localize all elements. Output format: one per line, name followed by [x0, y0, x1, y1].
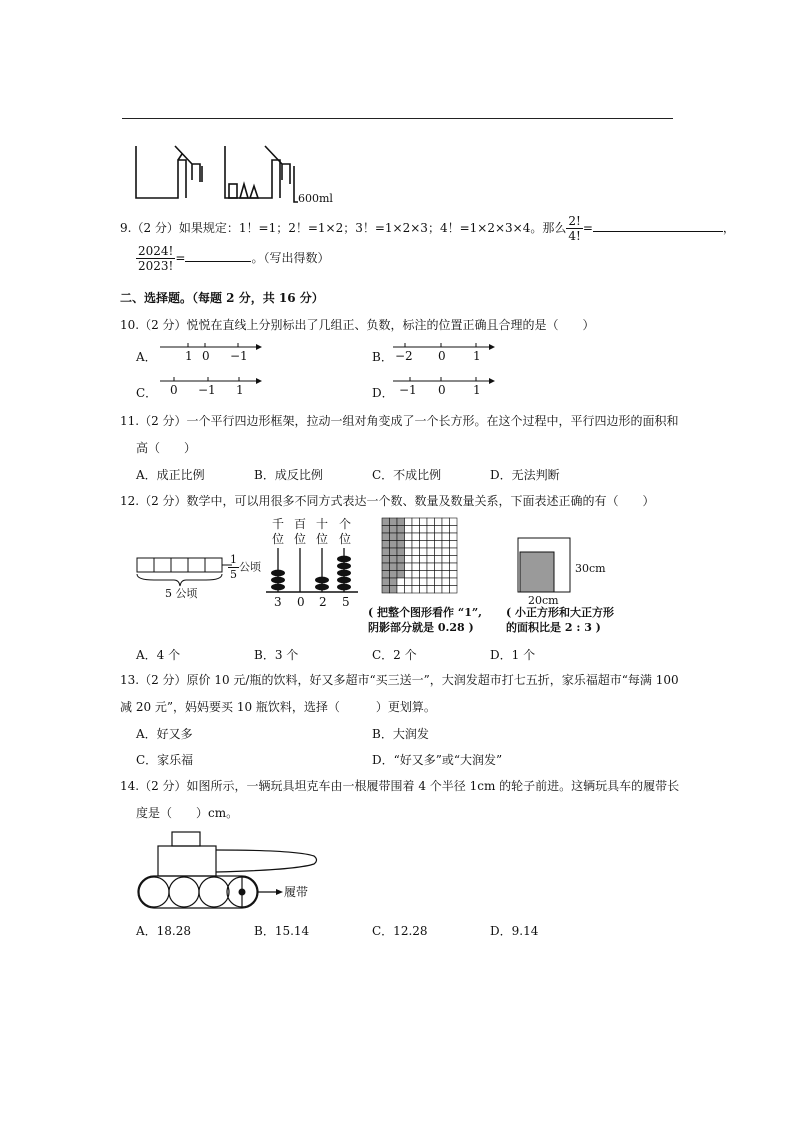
grid-cell	[427, 533, 435, 541]
grid-cell-shaded	[382, 556, 390, 564]
grid-cell-shaded	[390, 526, 398, 534]
grid-cell-shaded	[397, 571, 405, 579]
q14-option-c[interactable]: C．12.28	[372, 924, 428, 938]
q10-a-tick-2: 0	[202, 349, 210, 363]
q10-a-tick-3: −1	[230, 349, 248, 363]
grid-cell	[412, 518, 420, 526]
grid-cell	[450, 556, 458, 564]
grid-cell-shaded	[397, 563, 405, 571]
grid-cell	[412, 571, 420, 579]
q10-option-b-letter[interactable]: B．	[372, 350, 393, 364]
q12-fig1-fraction	[228, 553, 261, 582]
grid-cell	[412, 563, 420, 571]
q12-fig1-bottom: 5 公顷	[165, 587, 198, 600]
grid-cell	[427, 548, 435, 556]
q12-fig4-caption1: ( 小正方形和大正方形	[506, 606, 615, 619]
grid-cell	[412, 541, 420, 549]
abacus-digit-ones: 5	[342, 595, 350, 609]
q9-line2	[136, 244, 329, 273]
q10-option-c-numberline	[160, 374, 270, 398]
q11-option-c[interactable]: C．不成比例	[372, 468, 442, 482]
grid-cell	[420, 526, 428, 534]
grid-cell-shaded	[390, 518, 398, 526]
grid-cell	[427, 571, 435, 579]
q10-c-tick-3: 1	[236, 383, 244, 397]
abacus-bead	[271, 584, 285, 591]
grid-cell	[412, 556, 420, 564]
q12-option-c[interactable]: C．2 个	[372, 648, 417, 662]
fig4-width-label: 20cm	[528, 594, 559, 607]
grid-cell	[450, 586, 458, 594]
grid-cell	[412, 548, 420, 556]
small-square	[520, 552, 554, 592]
q12-fig1-frac-den: 5	[230, 568, 237, 581]
grid-cell	[427, 541, 435, 549]
track-label: 履带	[284, 885, 309, 899]
grid-cell-shaded	[390, 578, 398, 586]
grid-cell	[427, 563, 435, 571]
grid-cell	[412, 586, 420, 594]
q9-frac2-den: 2023!	[138, 259, 174, 273]
grid-cell	[450, 526, 458, 534]
grid-cell	[442, 548, 450, 556]
grid-cell-shaded	[382, 541, 390, 549]
q11-option-a[interactable]: A．成正比例	[136, 468, 205, 482]
grid-cell	[442, 541, 450, 549]
q10-option-a-numberline	[160, 340, 270, 364]
grid-cell-shaded	[390, 556, 398, 564]
abacus-bead	[315, 577, 329, 584]
grid-cell	[420, 518, 428, 526]
grid-cell	[450, 533, 458, 541]
q9-eq2: =	[175, 251, 186, 265]
q14-tank-figure	[136, 828, 336, 910]
grid-cell-shaded	[397, 556, 405, 564]
grid-cell	[427, 556, 435, 564]
q9-frac1	[566, 214, 582, 243]
q12-fig3-grid	[382, 518, 458, 594]
q12-fig2-abacus	[262, 516, 362, 610]
q10-option-c-letter[interactable]: C．	[136, 386, 158, 400]
q14-line2: 度是（ ）cm。	[136, 806, 239, 820]
grid-cell	[435, 548, 443, 556]
q12-option-b[interactable]: B．3 个	[254, 648, 299, 662]
grid-cell-shaded	[397, 526, 405, 534]
grid-cell	[420, 578, 428, 586]
q11-option-b[interactable]: B．成反比例	[254, 468, 323, 482]
abacus-bead	[337, 556, 351, 563]
grid-cell	[435, 518, 443, 526]
grid-cell-shaded	[382, 548, 390, 556]
grid-cell	[442, 556, 450, 564]
q14-line1: 14.（2 分）如图所示，一辆玩具坦克车由一根履带围着 4 个半径 1cm 的轮子前进。这辆玩具车的履带长	[120, 779, 680, 793]
grid-cell-shaded	[382, 578, 390, 586]
cups-figure	[130, 140, 370, 205]
grid-cell	[412, 533, 420, 541]
grid-cell	[420, 548, 428, 556]
q10-b-tick-1: −2	[395, 349, 413, 363]
grid-cell	[405, 548, 413, 556]
grid-cell	[420, 563, 428, 571]
grid-cell-shaded	[397, 518, 405, 526]
q10-d-tick-3: 1	[473, 383, 481, 397]
grid-cell	[435, 533, 443, 541]
abacus-header-thousands: 千	[272, 517, 285, 531]
q12-fig1-unit: 公顷	[239, 560, 261, 574]
abacus-bead	[271, 577, 285, 584]
grid-cell	[435, 586, 443, 594]
grid-cell	[397, 586, 405, 594]
grid-cell	[405, 586, 413, 594]
q13-option-c[interactable]: C．家乐福	[136, 753, 194, 767]
q9-answer-blank-2[interactable]	[185, 261, 251, 262]
grid-cell	[405, 563, 413, 571]
grid-cell	[435, 526, 443, 534]
grid-cell	[427, 586, 435, 594]
grid-cell	[427, 578, 435, 586]
q10-option-b-numberline	[393, 340, 503, 364]
q10-d-tick-1: −1	[399, 383, 417, 397]
q9-lead: 9.（2 分）如果规定：1！=1；2！=1×2；3！=1×2×3；4！=1×2×3×4。那么	[120, 221, 567, 235]
grid-cell	[442, 578, 450, 586]
grid-cell-shaded	[382, 533, 390, 541]
abacus-bead	[337, 563, 351, 570]
grid-cell-shaded	[382, 586, 390, 594]
grid-cell-shaded	[382, 571, 390, 579]
grid-cell	[450, 563, 458, 571]
q10-option-d-numberline	[393, 374, 503, 398]
grid-cell	[442, 526, 450, 534]
q12-fig4-caption2: 的面积比是 2 : 3 )	[506, 621, 601, 634]
grid-cell	[420, 556, 428, 564]
q10-c-tick-1: 0	[170, 383, 178, 397]
q10-a-tick-1: 1	[185, 349, 193, 363]
grid-cell-shaded	[390, 586, 398, 594]
grid-cell	[420, 541, 428, 549]
grid-cell-shaded	[382, 563, 390, 571]
abacus-bead	[271, 570, 285, 577]
q13-option-b[interactable]: B．大润发	[372, 727, 429, 741]
q12-fig1-frac-num: 1	[230, 553, 237, 566]
grid-cell	[435, 571, 443, 579]
grid-cell	[442, 533, 450, 541]
q10-option-d-letter[interactable]: D．	[372, 386, 394, 400]
q9-frac2-num: 2024!	[138, 244, 174, 258]
grid-cell-shaded	[390, 571, 398, 579]
q10-d-tick-2: 0	[438, 383, 446, 397]
grid-cell	[420, 571, 428, 579]
q10-b-tick-2: 0	[438, 349, 446, 363]
grid-cell	[405, 518, 413, 526]
grid-cell	[435, 563, 443, 571]
grid-cell-shaded	[382, 526, 390, 534]
grid-cell	[450, 541, 458, 549]
q10-b-tick-3: 1	[473, 349, 481, 363]
abacus-header2-tens: 位	[316, 532, 329, 546]
q9-frac1-den: 4!	[568, 229, 581, 243]
grid-cell-shaded	[382, 518, 390, 526]
q12-option-d[interactable]: D．1 个	[490, 648, 536, 662]
fig4-height-label: 30cm	[575, 562, 606, 575]
grid-cell-shaded	[390, 541, 398, 549]
grid-cell	[450, 571, 458, 579]
abacus-bead	[337, 570, 351, 577]
grid-cell	[405, 541, 413, 549]
q14-option-d[interactable]: D．9.14	[490, 924, 539, 938]
grid-cell-shaded	[390, 548, 398, 556]
grid-cell-shaded	[397, 533, 405, 541]
grid-cell-shaded	[390, 563, 398, 571]
header-rule	[122, 118, 673, 119]
grid-cell	[412, 578, 420, 586]
grid-cell	[420, 533, 428, 541]
q12-option-a[interactable]: A．4 个	[136, 648, 181, 662]
q9-frac1-num: 2!	[568, 214, 581, 228]
abacus-header2-thousands: 位	[272, 532, 285, 546]
q13-option-d[interactable]: D．“好又多”或“大润发”	[372, 753, 503, 767]
grid-cell	[435, 541, 443, 549]
grid-cell-shaded	[390, 533, 398, 541]
abacus-bead	[337, 584, 351, 591]
q9-answer-blank-1[interactable]	[593, 231, 723, 232]
grid-cell-shaded	[397, 541, 405, 549]
q11-option-d[interactable]: D．无法判断	[490, 468, 560, 482]
q10-c-tick-2: −1	[198, 383, 216, 397]
q14-option-b[interactable]: B．15.14	[254, 924, 310, 938]
q13-line1: 13.（2 分）原价 10 元/瓶的饮料，好又多超市“买三送一”，大润发超市打七五折，家乐福超市“每满 100	[120, 673, 679, 687]
grid-cell	[435, 578, 443, 586]
abacus-header-ones: 个	[339, 517, 352, 531]
q12-fig4-squares	[514, 536, 614, 606]
abacus-bead	[315, 584, 329, 591]
q9-tail: 。（写出得数）	[251, 251, 330, 265]
q9-frac2	[136, 244, 175, 273]
grid-cell	[405, 556, 413, 564]
grid-cell	[450, 518, 458, 526]
abacus-digit-hundreds: 0	[297, 595, 305, 609]
q10-option-a-letter[interactable]: A．	[136, 350, 157, 364]
grid-cell	[442, 563, 450, 571]
abacus-header2-hundreds: 位	[294, 532, 307, 546]
section2-title: 二、选择题。（每题 2 分，共 16 分）	[120, 291, 324, 305]
q11-line2: 高（ ）	[136, 441, 197, 455]
q12-fig3-caption2: 阴影部分就是 0.28 )	[368, 621, 474, 634]
q12-fig3-caption1: ( 把整个图形看作 “1”,	[368, 606, 483, 619]
q9-line1: 9.（2 分）如果规定：1！=1；2！=1×2；3！=1×2×3；4！=1×2×3×4。那么 $\frac{2!}{4!}$ = ，	[120, 214, 735, 243]
grid-cell	[442, 586, 450, 594]
grid-cell	[442, 518, 450, 526]
grid-cell	[405, 571, 413, 579]
abacus-bead	[337, 577, 351, 584]
grid-cell	[442, 571, 450, 579]
q13-line2: 减 20 元”，妈妈要买 10 瓶饮料，选择（ ）更划算。	[120, 700, 436, 714]
label-600ml: 600ml	[298, 192, 333, 205]
abacus-header-tens: 十	[316, 517, 329, 531]
grid-cell	[435, 556, 443, 564]
q9-eq1: =	[582, 221, 593, 235]
grid-cell	[450, 578, 458, 586]
grid-cell	[412, 526, 420, 534]
abacus-digit-tens: 2	[319, 595, 327, 609]
grid-cell	[405, 578, 413, 586]
grid-cell	[405, 526, 413, 534]
grid-cell	[405, 533, 413, 541]
q13-option-a[interactable]: A．好又多	[136, 727, 193, 741]
grid-cell	[427, 518, 435, 526]
grid-cell-shaded	[397, 548, 405, 556]
grid-cell	[397, 578, 405, 586]
q12-text: 12.（2 分）数学中，可以用很多不同方式表达一个数、数量及数量关系，下面表述正确的有（ ）	[120, 494, 655, 508]
abacus-digit-thousands: 3	[274, 595, 282, 609]
abacus-header2-ones: 位	[339, 532, 352, 546]
grid-cell	[450, 548, 458, 556]
q10-text: 10.（2 分）悦悦在直线上分别标出了几组正、负数，标注的位置正确且合理的是（ ）	[120, 318, 595, 332]
abacus-header-hundreds: 百	[294, 517, 307, 531]
grid-cell	[427, 526, 435, 534]
q14-option-a[interactable]: A．18.28	[136, 924, 192, 938]
grid-cell	[420, 586, 428, 594]
q11-line1: 11.（2 分）一个平行四边形框架，拉动一组对角变成了一个长方形。在这个过程中，平行四边形的面积和	[120, 414, 679, 428]
